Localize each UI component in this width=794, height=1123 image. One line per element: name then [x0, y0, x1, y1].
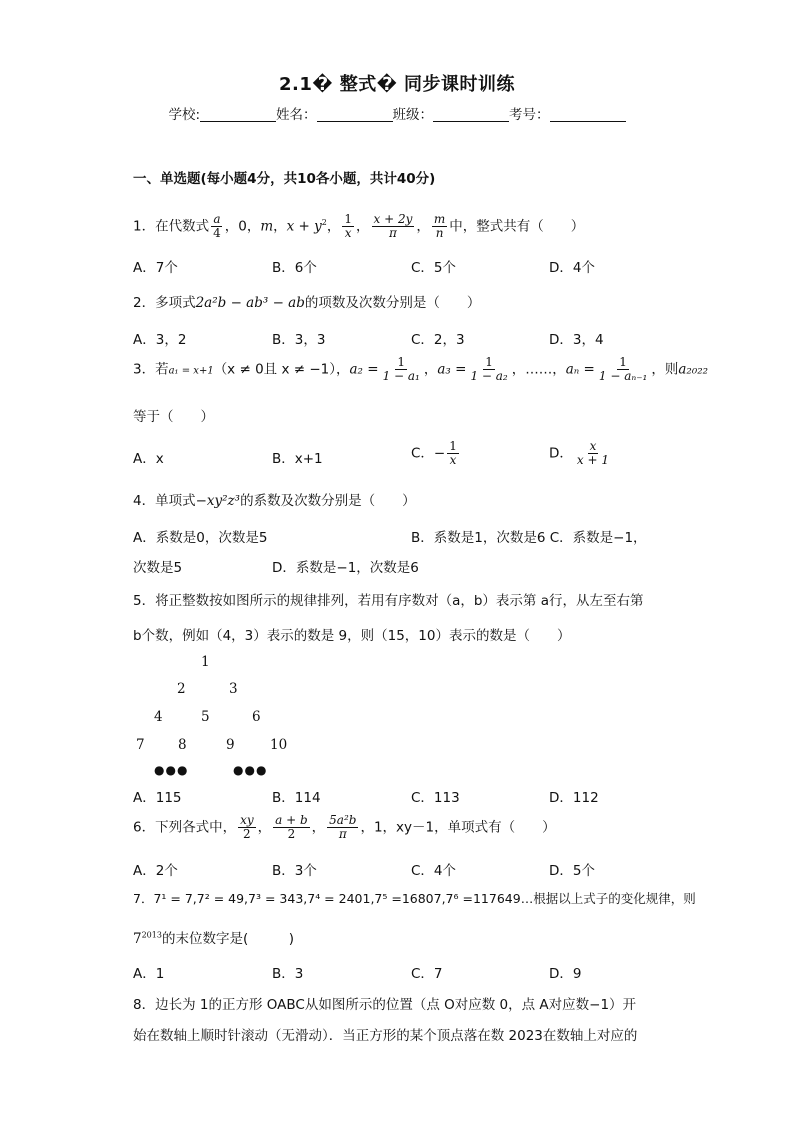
q4-option-c-cont: 次数是5 — [133, 560, 183, 576]
q6-text: ， — [311, 819, 326, 836]
q1-option-d[interactable]: D．4个 — [549, 260, 595, 276]
q3-option-d[interactable] — [549, 440, 613, 467]
q3-math: a₃ = — [437, 361, 467, 378]
q2-option-c[interactable]: C．2，3 — [411, 332, 465, 348]
section-heading: 一、单选题(每小题4分，共10各小题，共计40分) — [133, 171, 436, 187]
q3-math: a₁ = x+1 — [168, 365, 214, 377]
q1-text: ， — [356, 218, 370, 235]
q4-math: −xy²z³ — [195, 493, 241, 509]
school-label: 学校: — [168, 107, 201, 123]
exam-no-label: 考号： — [509, 107, 550, 123]
q3-math: aₙ = — [565, 361, 595, 378]
school-blank[interactable] — [200, 107, 276, 122]
q3-option-c-frac: $\frac{1}{x}$ — [449, 439, 457, 467]
q1-option-a[interactable]: A．7个 — [133, 260, 178, 276]
q4-text: 的系数及次数分别是（ ） — [240, 493, 416, 509]
q2-text: 2．多项式 — [133, 295, 196, 311]
q1-math: x + y — [286, 218, 322, 235]
q3-option-d-label: D． — [549, 445, 573, 462]
q5-option-b[interactable]: B．114 — [272, 790, 321, 806]
q6-option-d[interactable]: D．5个 — [549, 863, 595, 879]
q1-option-c[interactable]: C．5个 — [411, 260, 457, 276]
q4-option-bc[interactable]: B．系数是1，次数是6 C．系数是−1， — [411, 530, 647, 546]
q3-text: ，……， — [511, 361, 566, 378]
q2-math: 2a²b − ab³ − ab — [195, 295, 305, 311]
q2-text: 的项数及次数分别是（ ） — [304, 295, 481, 311]
q6-frac-xy2: $\frac{xy}{2}$ — [240, 813, 254, 841]
q7-option-d[interactable]: D．9 — [549, 966, 582, 982]
q1-text: ， — [273, 218, 287, 235]
page-title: 2.1� 整式� 同步课时训练 — [279, 74, 515, 95]
q6-text: ，1，xy－1，单项式有（ ） — [360, 819, 556, 836]
q4-option-a[interactable]: A．系数是0，次数是5 — [133, 530, 268, 546]
q3-option-c-label: C．− — [411, 445, 446, 462]
student-info-line — [0, 103, 794, 123]
name-label: 姓名： — [276, 107, 317, 123]
q6-frac-ab2: $\frac{a + b}{2}$ — [275, 813, 308, 841]
q3-option-c[interactable] — [411, 440, 461, 467]
q1-text: ， — [326, 218, 341, 235]
question-3 — [133, 356, 708, 383]
q6-option-b[interactable]: B．3个 — [272, 863, 317, 879]
question-2 — [133, 291, 480, 311]
q6-frac-5a2b: $\frac{\text{5a²b}}{\pi}$ — [329, 813, 357, 841]
q7-option-c[interactable]: C．7 — [411, 966, 443, 982]
q3-text: ，则 — [651, 361, 679, 378]
q3-math: a₂ = — [349, 361, 379, 378]
q1-frac-a4: $\frac{a}{4}$ — [213, 212, 221, 240]
triangle-number: 1 — [201, 654, 210, 670]
q4-option-d[interactable]: D．系数是−1，次数是6 — [272, 560, 419, 576]
q3-option-a[interactable]: A．x — [133, 451, 164, 467]
name-blank[interactable] — [317, 107, 393, 122]
q3-frac-a2: $\frac{1}{\text{1 − a₁}}$ — [382, 355, 420, 383]
q2-option-a[interactable]: A．3，2 — [133, 332, 187, 348]
triangle-number: 9 — [226, 737, 235, 753]
triangle-number: 5 — [201, 709, 210, 725]
question-6 — [133, 814, 556, 841]
triangle-number: 7 — [136, 737, 145, 753]
class-blank[interactable] — [433, 107, 509, 122]
q7-math: 7 — [133, 931, 142, 947]
q7-text: 的末位数字是( ) — [161, 931, 294, 947]
q8-line-2: 始在数轴上顺时针滚动（无滑动）．当正方形的某个顶点落在数 2023在数轴上对应的 — [133, 1028, 638, 1044]
triangle-number: 3 — [229, 681, 238, 697]
q1-text: ， — [416, 218, 430, 235]
q5-option-d[interactable]: D．112 — [549, 790, 599, 806]
q3-frac-an: $\frac{1}{\text{1 − aₙ₋₁}}$ — [598, 355, 648, 383]
q7-line-2 — [133, 927, 294, 947]
q1-text: 中，整式共有（ ） — [449, 218, 585, 235]
question-1 — [133, 213, 584, 240]
q5-option-c[interactable]: C．113 — [411, 790, 460, 806]
q1-text: ，0， — [224, 218, 261, 235]
q3-option-d-frac: $\frac{x}{x + 1}$ — [576, 439, 609, 467]
question-4 — [133, 489, 416, 509]
q2-option-d[interactable]: D．3，4 — [549, 332, 604, 348]
q3-text: 3．若 — [133, 361, 169, 378]
q4-text: 4．单项式 — [133, 493, 196, 509]
q1-math: m — [260, 218, 274, 235]
q3-frac-a3: $\frac{1}{\text{1 − a₂}}$ — [470, 355, 508, 383]
q1-exponent: 2 — [321, 218, 327, 227]
q3-math: a₂₀₂₂ — [678, 361, 709, 378]
q6-text: 6．下列各式中， — [133, 819, 237, 836]
q3-text: ， — [423, 361, 438, 378]
question-5: 5．将正整数按如图所示的规律排列，若用有序数对（a，b）表示第 a行，从左至右第 — [133, 593, 644, 609]
q6-text: ， — [257, 819, 272, 836]
q3-text: （x ≠ 0且 x ≠ −1）， — [213, 361, 350, 378]
triangle-number: 8 — [178, 737, 187, 753]
q1-frac-mn: $\frac{m}{n}$ — [433, 212, 446, 240]
q2-option-b[interactable]: B．3，3 — [272, 332, 326, 348]
q6-option-a[interactable]: A．2个 — [133, 863, 178, 879]
q1-frac-x2y: $\frac{x + 2y}{\pi}$ — [373, 212, 413, 240]
question-8: 8．边长为 1的正方形 OABC从如图所示的位置（点 O对应数 0，点 A对应数−1）开 — [133, 997, 637, 1013]
triangle-number: 6 — [252, 709, 261, 725]
q7-option-a[interactable]: A．1 — [133, 966, 165, 982]
triangle-number: 10 — [270, 737, 288, 753]
q1-text: 1．在代数式 — [133, 218, 210, 235]
q5-line-2: b个数，例如（4，3）表示的数是 9，则（15，10）表示的数是（ ） — [133, 628, 571, 644]
triangle-number: 4 — [154, 709, 163, 725]
q3-line-2: 等于（ ） — [133, 409, 214, 425]
ellipsis-dots: ●●● — [154, 763, 189, 777]
class-label: 班级： — [392, 107, 434, 123]
q7-exponent: 2013 — [141, 930, 162, 940]
exam-no-blank[interactable] — [550, 107, 626, 122]
q5-option-a[interactable]: A．115 — [133, 790, 182, 806]
q3-option-b[interactable]: B．x+1 — [272, 451, 323, 467]
ellipsis-dots: ●●● — [233, 763, 268, 777]
q1-frac-1x: $\frac{1}{x}$ — [344, 212, 353, 240]
q6-option-c[interactable]: C．4个 — [411, 863, 457, 879]
q7-option-b[interactable]: B．3 — [272, 966, 304, 982]
question-7: 7．7¹ = 7,7² = 49,7³ = 343,7⁴ = 2401,7⁵ =16807,7⁶ =117649…根据以上式子的变化规律，则 — [133, 891, 696, 906]
q1-option-b[interactable]: B．6个 — [272, 260, 317, 276]
triangle-number: 2 — [177, 681, 186, 697]
